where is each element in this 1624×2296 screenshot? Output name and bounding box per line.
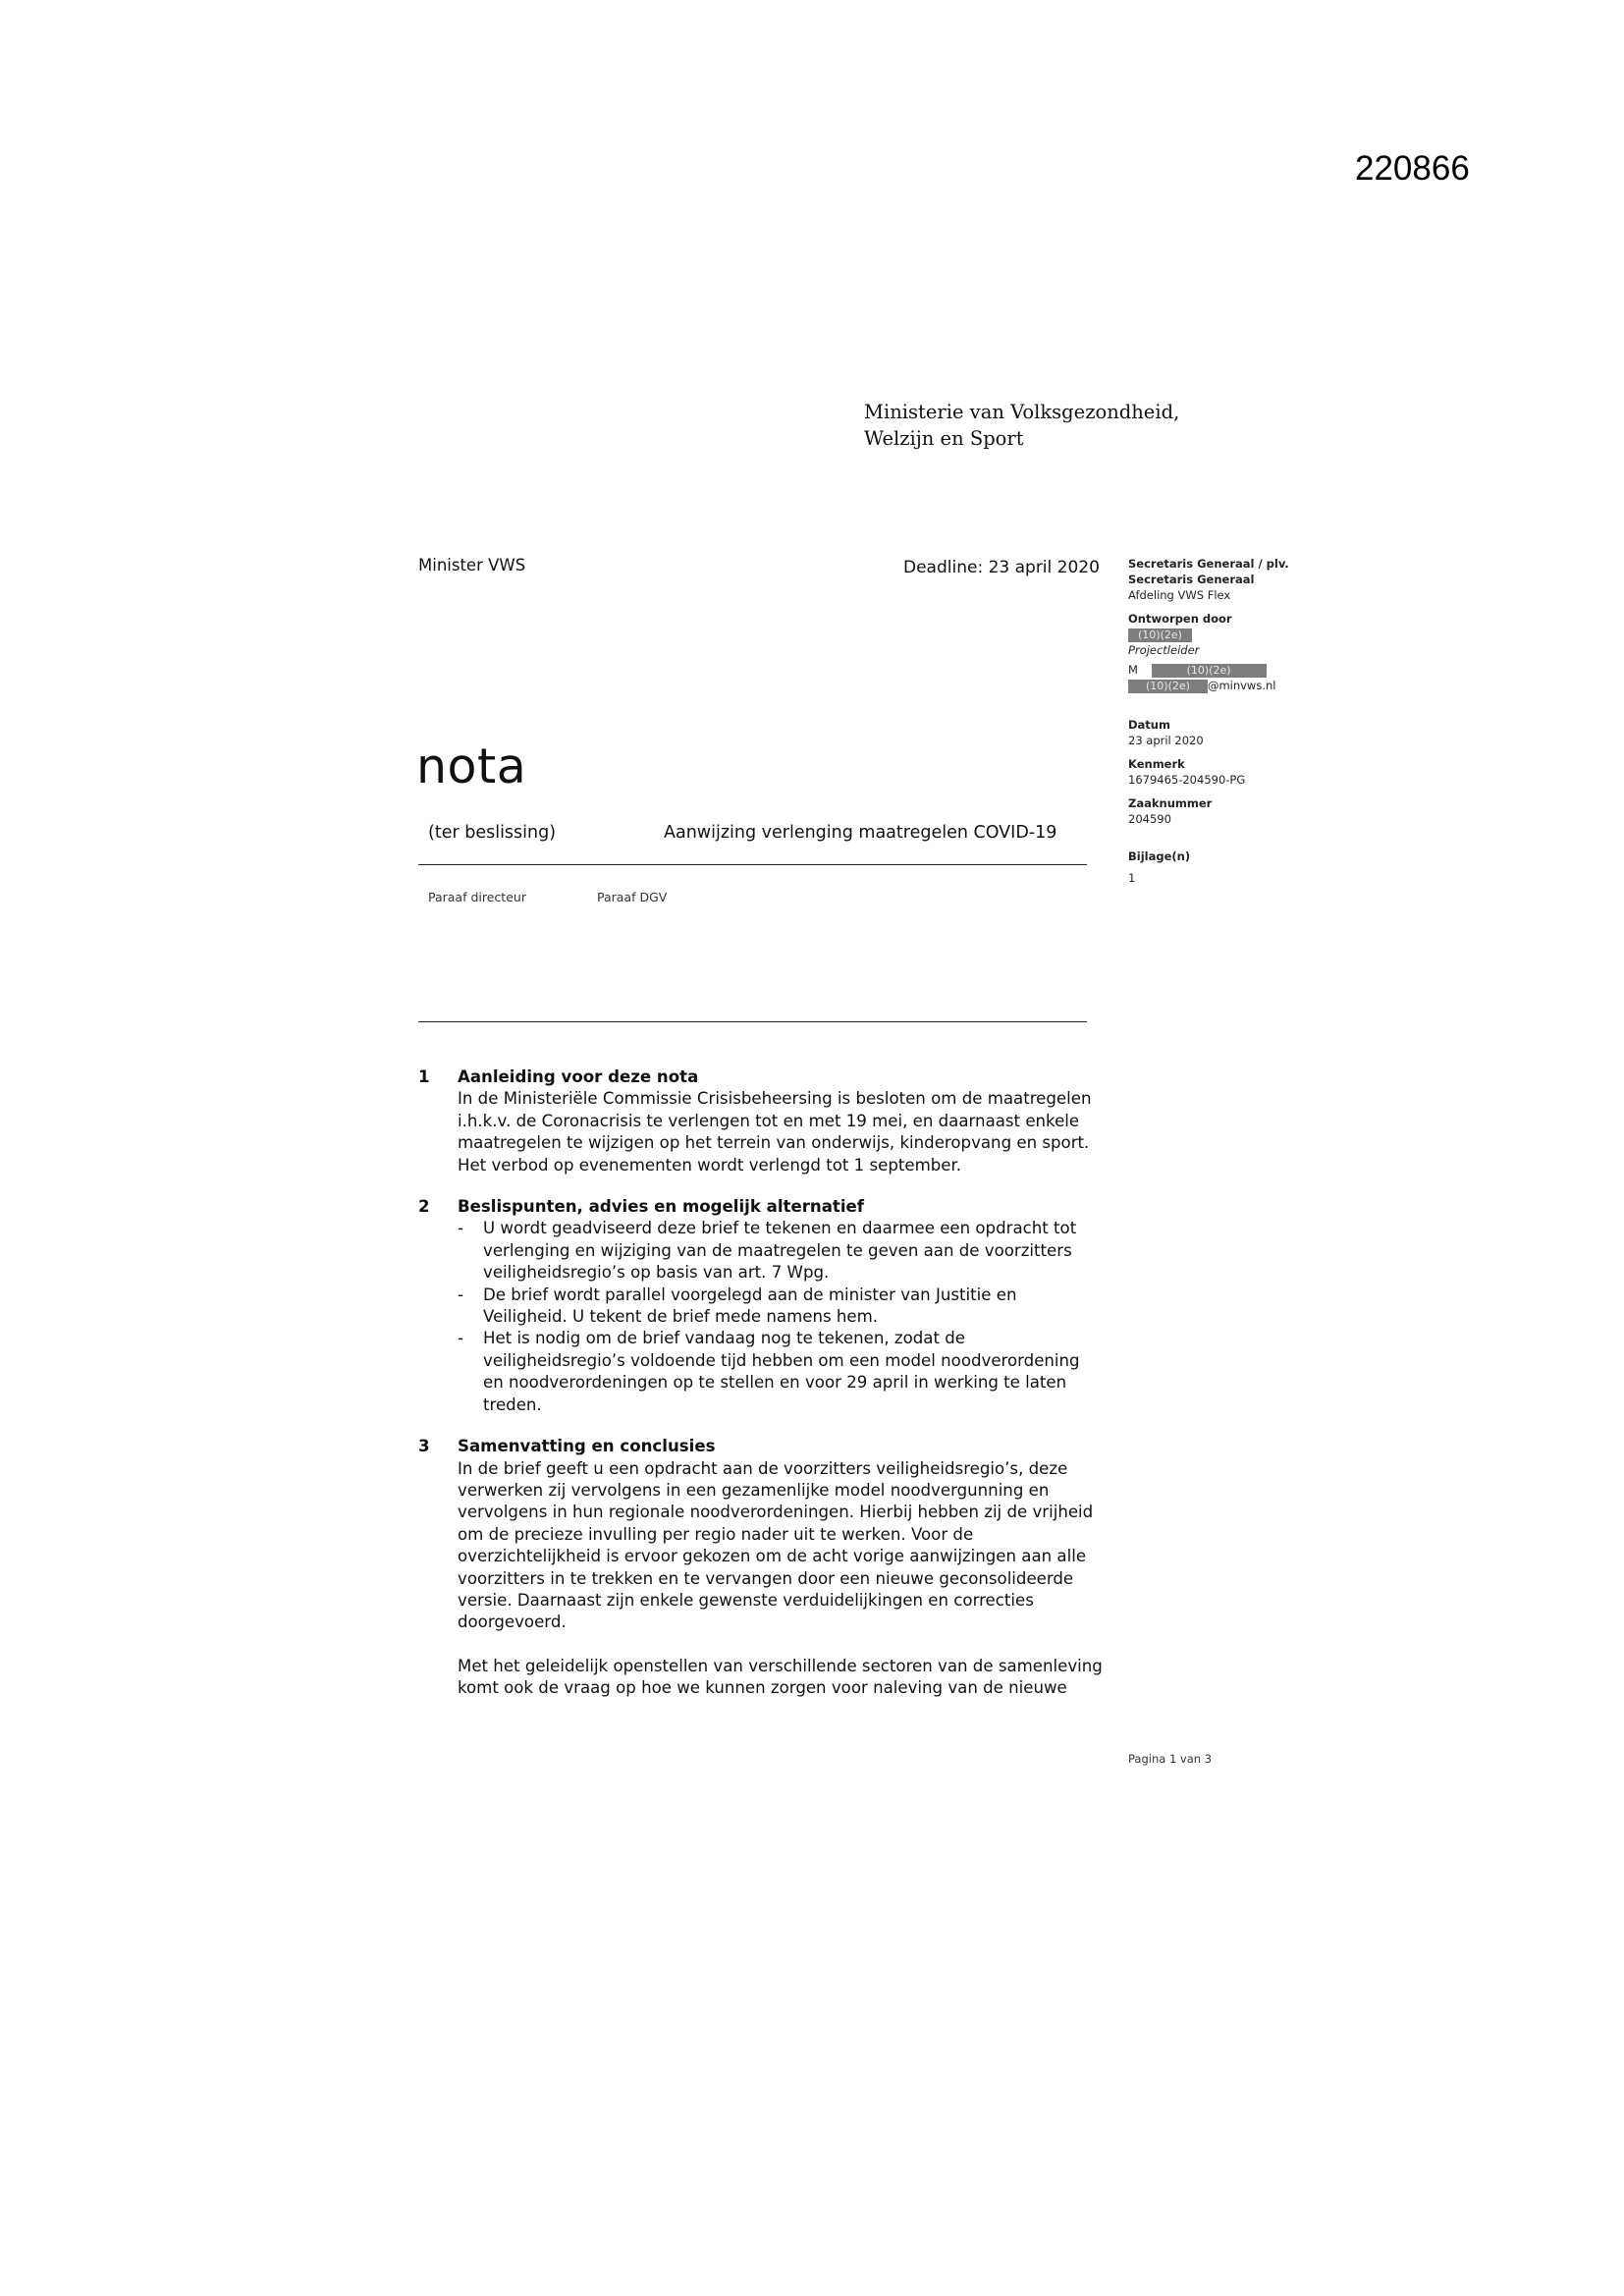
- bullet-text: Het is nodig om de brief vandaag nog te tekenen, zodat de veiligheidsregio’s voldoende tijd hebben om een model noodverordening en noodverordeningen op te stellen en voor 29 april in werking te laten treden.: [483, 1329, 1080, 1414]
- initial-director: Paraaf directeur: [428, 890, 526, 904]
- date-label: Datum: [1128, 718, 1170, 732]
- date-value: 23 april 2020: [1128, 734, 1204, 747]
- document-body: [418, 1066, 1125, 1720]
- divider-bottom: [418, 1021, 1087, 1022]
- section-number: 1: [418, 1067, 430, 1086]
- list-item: - U wordt geadviseerd deze brief te tekenen en daarmee een opdracht tot verlenging en wijziging van de maatregelen te geven aan de voorzitters veiligheidsregio’s op basis van art. 7 Wpg.: [458, 1218, 1125, 1284]
- section-heading: Beslispunten, advies en mogelijk alternatief: [458, 1197, 865, 1217]
- sidebar-metadata: [1128, 556, 1374, 886]
- email-domain: @minvws.nl: [1207, 679, 1276, 692]
- redaction-box: (10)(2e): [1128, 629, 1192, 642]
- attachments-value: 1: [1128, 871, 1136, 885]
- section-text: In de brief geeft u een opdracht aan de voorzitters veiligheidsregio’s, deze verwerken zij vervolgens in een gezamenlijke model noodvergunning en vervolgens in hun regionale noodverordeningen. Hierbij hebben zij de vrijheid om de precieze invulling per regio nader uit te werken. Voor de overzichtelijkheid is ervoor gekozen om de acht vorige aanwijzingen aan alle voorzitters in te trekken en te vervangen door een nieuwe geconsolideerde versie. Daarnaast zijn enkele gewenste verduidelijkingen en correcties doorgevoerd.: [458, 1458, 1094, 1632]
- section-text: In de Ministeriële Commissie Crisisbeheersing is besloten om de maatregelen i.h.k.v. de Coronacrisis te verlengen tot en met 19 mei, en daarnaast enkele maatregelen te wijzigen op het terrein van onderwijs, kinderopvang en sport. Het verbod op evenementen wordt verlengd tot 1 september.: [458, 1089, 1092, 1175]
- section-2: [418, 1196, 1125, 1416]
- redaction-box: (10)(2e): [1152, 664, 1267, 678]
- recipient: Minister VWS: [418, 556, 526, 574]
- document-number: 220866: [1355, 149, 1470, 188]
- list-item: - De brief wordt parallel voorgelegd aan de minister van Justitie en Veiligheid. U tekent de brief mede namens hem.: [458, 1285, 1125, 1329]
- section-1: [418, 1066, 1125, 1176]
- section-3: [418, 1436, 1125, 1699]
- designed-by-label: Ontworpen door: [1128, 612, 1232, 626]
- ministry-line-1: Ministerie van Volksgezondheid,: [864, 401, 1180, 423]
- list-item: - Het is nodig om de brief vandaag nog te tekenen, zodat de veiligheidsregio’s voldoende tijd hebben om een model noodverordening en noodverordeningen op te stellen en voor 29 april in werking te laten treden.: [458, 1328, 1125, 1416]
- section-heading: Aanleiding voor deze nota: [458, 1067, 699, 1086]
- section-number: 2: [418, 1197, 430, 1217]
- section-text-continued: Met het geleidelijk openstellen van verschillende sectoren van de samenleving komt ook de vraag op hoe we kunnen zorgen voor naleving van de nieuwe: [458, 1656, 1103, 1698]
- mobile-prefix: M: [1128, 663, 1138, 677]
- attachments-label: Bijlage(n): [1128, 849, 1191, 863]
- reference-label: Kenmerk: [1128, 757, 1185, 771]
- role: Projectleider: [1128, 643, 1200, 657]
- department: Afdeling VWS Flex: [1128, 588, 1231, 602]
- initial-dgv: Paraaf DGV: [597, 890, 668, 904]
- case-number-label: Zaaknummer: [1128, 796, 1213, 810]
- bullet-text: De brief wordt parallel voorgelegd aan de minister van Justitie en Veiligheid. U tekent de brief mede namens hem.: [483, 1285, 1017, 1327]
- sender-line-2: Secretaris Generaal: [1128, 573, 1255, 586]
- section-number: 3: [418, 1437, 430, 1456]
- section-heading: Samenvatting en conclusies: [458, 1437, 716, 1456]
- deadline: Deadline: 23 april 2020: [903, 558, 1100, 577]
- sender-line-1: Secretaris Generaal / plv.: [1128, 557, 1289, 571]
- reference-value: 1679465-204590-PG: [1128, 773, 1246, 787]
- divider-top: [418, 864, 1087, 865]
- case-number-value: 204590: [1128, 812, 1171, 826]
- document-title: nota: [416, 738, 527, 794]
- ministry-logo-text: [864, 399, 1179, 452]
- page-number: Pagina 1 van 3: [1128, 1752, 1213, 1766]
- redaction-box: (10)(2e): [1128, 680, 1208, 693]
- document-subject: Aanwijzing verlenging maatregelen COVID-19: [664, 823, 1057, 843]
- ministry-line-2: Welzijn en Sport: [864, 427, 1024, 450]
- document-subtype: (ter beslissing): [428, 823, 557, 843]
- bullet-text: U wordt geadviseerd deze brief te tekenen en daarmee een opdracht tot verlenging en wijziging van de maatregelen te geven aan de voorzitters veiligheidsregio’s op basis van art. 7 Wpg.: [483, 1219, 1077, 1283]
